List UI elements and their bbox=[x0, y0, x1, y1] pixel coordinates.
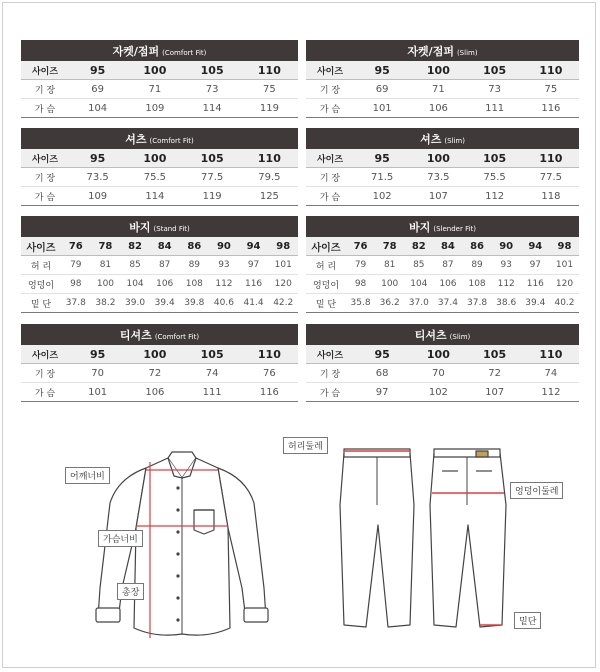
measure-value: 73 bbox=[184, 80, 241, 99]
measure-value: 85 bbox=[120, 256, 150, 275]
measure-value: 41.4 bbox=[239, 294, 269, 313]
measure-value: 72 bbox=[467, 364, 523, 383]
measure-value: 39.0 bbox=[120, 294, 150, 313]
measure-value: 125 bbox=[241, 187, 298, 206]
measure-label: 가 슴 bbox=[306, 187, 354, 206]
shirt-illustration bbox=[88, 448, 288, 658]
size-value: 100 bbox=[126, 149, 183, 168]
measure-value: 97 bbox=[239, 256, 269, 275]
table-fit-label: (Slim) bbox=[456, 48, 478, 57]
measure-value: 120 bbox=[550, 275, 579, 294]
measure-value: 37.8 bbox=[463, 294, 492, 313]
measure-value: 79 bbox=[61, 256, 91, 275]
measure-value: 77.5 bbox=[523, 168, 579, 187]
measure-label: 엉덩이 bbox=[21, 275, 61, 294]
table-row bbox=[21, 256, 298, 275]
size-value: 105 bbox=[184, 149, 241, 168]
size-value: 84 bbox=[150, 237, 180, 256]
measure-value: 111 bbox=[184, 383, 241, 402]
measure-value: 116 bbox=[241, 383, 298, 402]
measure-value: 73.5 bbox=[410, 168, 466, 187]
measure-value: 40.6 bbox=[209, 294, 239, 313]
size-table bbox=[306, 324, 579, 402]
size-value: 98 bbox=[550, 237, 579, 256]
size-value: 110 bbox=[241, 61, 298, 80]
measure-value: 112 bbox=[523, 383, 579, 402]
measure-value: 109 bbox=[69, 187, 126, 206]
measure-value: 107 bbox=[467, 383, 523, 402]
table-row bbox=[306, 294, 579, 313]
measure-value: 102 bbox=[410, 383, 466, 402]
table-header-row bbox=[306, 345, 579, 364]
table-fit-label: (Slender Fit) bbox=[433, 224, 477, 233]
measure-value: 101 bbox=[354, 99, 410, 118]
measure-value: 112 bbox=[467, 187, 523, 206]
measure-value: 120 bbox=[268, 275, 298, 294]
measure-value: 75.5 bbox=[126, 168, 183, 187]
callout-shoulder: 어깨너비 bbox=[65, 467, 110, 484]
measure-value: 109 bbox=[126, 99, 183, 118]
measure-value: 106 bbox=[126, 383, 183, 402]
measure-value: 70 bbox=[69, 364, 126, 383]
measure-value: 108 bbox=[180, 275, 210, 294]
measure-value: 112 bbox=[209, 275, 239, 294]
callout-waist: 허리둘레 bbox=[283, 437, 328, 454]
table-title-text: 자켓/점퍼 bbox=[407, 44, 454, 58]
measure-label: 기 장 bbox=[21, 168, 69, 187]
size-value: 105 bbox=[467, 345, 523, 364]
table-title-text: 티셔츠 bbox=[119, 328, 152, 342]
measure-value: 102 bbox=[354, 187, 410, 206]
size-table bbox=[21, 128, 298, 206]
measure-value: 104 bbox=[120, 275, 150, 294]
measure-value: 75 bbox=[241, 80, 298, 99]
table-fit-label: (Slim) bbox=[444, 136, 465, 145]
measure-value: 79.5 bbox=[241, 168, 298, 187]
table-header-row bbox=[306, 61, 579, 80]
measure-label: 밑 단 bbox=[306, 294, 346, 313]
measure-value: 101 bbox=[268, 256, 298, 275]
size-label: 사이즈 bbox=[306, 345, 354, 364]
size-table bbox=[21, 324, 298, 402]
measure-label: 가 슴 bbox=[306, 99, 354, 118]
measure-value: 93 bbox=[209, 256, 239, 275]
table-header-row bbox=[21, 61, 298, 80]
measure-value: 76 bbox=[241, 364, 298, 383]
size-value: 100 bbox=[410, 345, 466, 364]
table-row bbox=[306, 364, 579, 383]
measure-value: 71 bbox=[410, 80, 466, 99]
measure-value: 97 bbox=[521, 256, 550, 275]
size-value: 76 bbox=[61, 237, 91, 256]
table-row bbox=[306, 383, 579, 402]
measure-value: 35.8 bbox=[346, 294, 375, 313]
table-header-row bbox=[21, 237, 298, 256]
measure-value: 116 bbox=[521, 275, 550, 294]
table-row bbox=[21, 99, 298, 118]
table-row bbox=[306, 275, 579, 294]
size-label: 사이즈 bbox=[306, 61, 354, 80]
size-value: 110 bbox=[241, 149, 298, 168]
measure-label: 가 슴 bbox=[21, 383, 69, 402]
table-row bbox=[306, 187, 579, 206]
table-row bbox=[21, 80, 298, 99]
measure-value: 116 bbox=[239, 275, 269, 294]
size-value: 76 bbox=[346, 237, 375, 256]
measure-value: 71.5 bbox=[354, 168, 410, 187]
table-fit-label: (Stand Fit) bbox=[153, 224, 190, 233]
measure-value: 72 bbox=[126, 364, 183, 383]
size-value: 95 bbox=[69, 345, 126, 364]
measure-value: 38.6 bbox=[492, 294, 521, 313]
measure-value: 89 bbox=[180, 256, 210, 275]
measure-value: 37.8 bbox=[61, 294, 91, 313]
measure-value: 111 bbox=[467, 99, 523, 118]
size-value: 94 bbox=[521, 237, 550, 256]
measure-value: 40.2 bbox=[550, 294, 579, 313]
size-value: 105 bbox=[467, 149, 523, 168]
measure-value: 75 bbox=[523, 80, 579, 99]
measure-value: 89 bbox=[463, 256, 492, 275]
size-value: 100 bbox=[126, 61, 183, 80]
size-value: 110 bbox=[523, 345, 579, 364]
table-header-row bbox=[21, 149, 298, 168]
size-value: 78 bbox=[375, 237, 404, 256]
table-row bbox=[21, 275, 298, 294]
table-row bbox=[306, 168, 579, 187]
measure-value: 100 bbox=[375, 275, 404, 294]
table-row bbox=[306, 99, 579, 118]
measure-value: 97 bbox=[354, 383, 410, 402]
measure-value: 85 bbox=[404, 256, 433, 275]
measure-label: 기 장 bbox=[21, 80, 69, 99]
size-table bbox=[306, 216, 579, 313]
measure-value: 106 bbox=[410, 99, 466, 118]
table-row bbox=[21, 383, 298, 402]
measure-value: 116 bbox=[523, 99, 579, 118]
size-value: 105 bbox=[184, 345, 241, 364]
measure-value: 69 bbox=[69, 80, 126, 99]
measure-value: 77.5 bbox=[184, 168, 241, 187]
size-label: 사이즈 bbox=[21, 345, 69, 364]
measure-value: 93 bbox=[492, 256, 521, 275]
size-label: 사이즈 bbox=[306, 149, 354, 168]
size-value: 90 bbox=[492, 237, 521, 256]
measure-value: 39.8 bbox=[180, 294, 210, 313]
measure-label: 기 장 bbox=[306, 364, 354, 383]
measure-label: 기 장 bbox=[306, 80, 354, 99]
measure-value: 69 bbox=[354, 80, 410, 99]
table-row bbox=[21, 364, 298, 383]
table-title bbox=[306, 40, 579, 61]
measure-value: 107 bbox=[410, 187, 466, 206]
table-row bbox=[21, 294, 298, 313]
measure-value: 100 bbox=[91, 275, 121, 294]
size-table bbox=[306, 128, 579, 206]
measure-value: 73 bbox=[467, 80, 523, 99]
table-title bbox=[21, 40, 298, 61]
measure-value: 104 bbox=[69, 99, 126, 118]
measure-value: 37.0 bbox=[404, 294, 433, 313]
size-value: 105 bbox=[184, 61, 241, 80]
callout-chest: 가슴너비 bbox=[98, 530, 143, 547]
size-value: 95 bbox=[354, 345, 410, 364]
table-title-text: 티셔츠 bbox=[414, 328, 447, 342]
measure-value: 119 bbox=[241, 99, 298, 118]
table-title-text: 자켓/점퍼 bbox=[112, 44, 160, 58]
size-value: 95 bbox=[69, 149, 126, 168]
measure-value: 42.2 bbox=[268, 294, 298, 313]
pants-illustration bbox=[330, 445, 530, 635]
measure-value: 68 bbox=[354, 364, 410, 383]
size-value: 82 bbox=[404, 237, 433, 256]
table-header-row bbox=[306, 149, 579, 168]
size-value: 84 bbox=[433, 237, 462, 256]
size-value: 100 bbox=[126, 345, 183, 364]
measure-value: 37.4 bbox=[433, 294, 462, 313]
measure-value: 101 bbox=[69, 383, 126, 402]
measure-value: 74 bbox=[523, 364, 579, 383]
table-title-text: 바지 bbox=[409, 220, 431, 234]
size-value: 82 bbox=[120, 237, 150, 256]
size-value: 95 bbox=[69, 61, 126, 80]
size-value: 105 bbox=[467, 61, 523, 80]
table-title bbox=[306, 128, 579, 149]
size-value: 98 bbox=[268, 237, 298, 256]
measure-label: 가 슴 bbox=[306, 383, 354, 402]
size-table bbox=[21, 40, 298, 118]
table-row bbox=[21, 187, 298, 206]
callout-length: 총장 bbox=[117, 583, 144, 600]
table-row bbox=[306, 256, 579, 275]
measure-value: 81 bbox=[91, 256, 121, 275]
size-label: 사이즈 bbox=[21, 149, 69, 168]
measure-value: 112 bbox=[492, 275, 521, 294]
size-value: 110 bbox=[523, 61, 579, 80]
measure-value: 75.5 bbox=[467, 168, 523, 187]
size-value: 100 bbox=[410, 61, 466, 80]
measure-label: 밑 단 bbox=[21, 294, 61, 313]
measure-value: 74 bbox=[184, 364, 241, 383]
size-value: 95 bbox=[354, 61, 410, 80]
measure-value: 104 bbox=[404, 275, 433, 294]
measure-value: 81 bbox=[375, 256, 404, 275]
table-title bbox=[306, 216, 579, 237]
size-value: 100 bbox=[410, 149, 466, 168]
size-table bbox=[306, 40, 579, 118]
measure-label: 가 슴 bbox=[21, 99, 69, 118]
table-header-row bbox=[21, 345, 298, 364]
size-value: 90 bbox=[209, 237, 239, 256]
size-table bbox=[21, 216, 298, 313]
table-title-text: 셔츠 bbox=[125, 132, 147, 146]
measure-value: 114 bbox=[126, 187, 183, 206]
table-fit-label: (Comfort Fit) bbox=[149, 136, 194, 145]
measure-label: 엉덩이 bbox=[306, 275, 346, 294]
callout-hip: 엉덩이둘레 bbox=[510, 482, 563, 499]
size-value: 94 bbox=[239, 237, 269, 256]
size-label: 사이즈 bbox=[21, 237, 61, 256]
table-fit-label: (Slim) bbox=[449, 332, 471, 341]
table-fit-label: (Comfort Fit) bbox=[162, 48, 207, 57]
table-row bbox=[306, 80, 579, 99]
measure-label: 가 슴 bbox=[21, 187, 69, 206]
table-title bbox=[21, 324, 298, 345]
table-fit-label: (Comfort Fit) bbox=[154, 332, 200, 341]
measure-value: 87 bbox=[150, 256, 180, 275]
measure-value: 98 bbox=[346, 275, 375, 294]
measure-value: 79 bbox=[346, 256, 375, 275]
measure-value: 71 bbox=[126, 80, 183, 99]
measure-label: 허 리 bbox=[306, 256, 346, 275]
measure-value: 118 bbox=[523, 187, 579, 206]
size-value: 110 bbox=[241, 345, 298, 364]
measure-value: 39.4 bbox=[521, 294, 550, 313]
measure-label: 기 장 bbox=[21, 364, 69, 383]
measure-value: 38.2 bbox=[91, 294, 121, 313]
measure-label: 허 리 bbox=[21, 256, 61, 275]
size-value: 95 bbox=[354, 149, 410, 168]
table-title-text: 셔츠 bbox=[420, 132, 442, 146]
measure-value: 106 bbox=[150, 275, 180, 294]
size-label: 사이즈 bbox=[21, 61, 69, 80]
measure-label: 기 장 bbox=[306, 168, 354, 187]
measure-value: 73.5 bbox=[69, 168, 126, 187]
measure-value: 114 bbox=[184, 99, 241, 118]
size-label: 사이즈 bbox=[306, 237, 346, 256]
size-value: 110 bbox=[523, 149, 579, 168]
size-value: 86 bbox=[180, 237, 210, 256]
measure-value: 36.2 bbox=[375, 294, 404, 313]
table-row bbox=[21, 168, 298, 187]
table-title-text: 바지 bbox=[129, 220, 151, 234]
measure-value: 108 bbox=[463, 275, 492, 294]
table-title bbox=[21, 128, 298, 149]
callout-hem: 밑단 bbox=[514, 612, 541, 629]
size-value: 86 bbox=[463, 237, 492, 256]
table-header-row bbox=[306, 237, 579, 256]
measure-value: 98 bbox=[61, 275, 91, 294]
measure-value: 106 bbox=[433, 275, 462, 294]
measure-value: 39.4 bbox=[150, 294, 180, 313]
measure-value: 101 bbox=[550, 256, 579, 275]
measure-value: 70 bbox=[410, 364, 466, 383]
size-value: 78 bbox=[91, 237, 121, 256]
table-title bbox=[21, 216, 298, 237]
table-title bbox=[306, 324, 579, 345]
measure-value: 87 bbox=[433, 256, 462, 275]
measure-value: 119 bbox=[184, 187, 241, 206]
